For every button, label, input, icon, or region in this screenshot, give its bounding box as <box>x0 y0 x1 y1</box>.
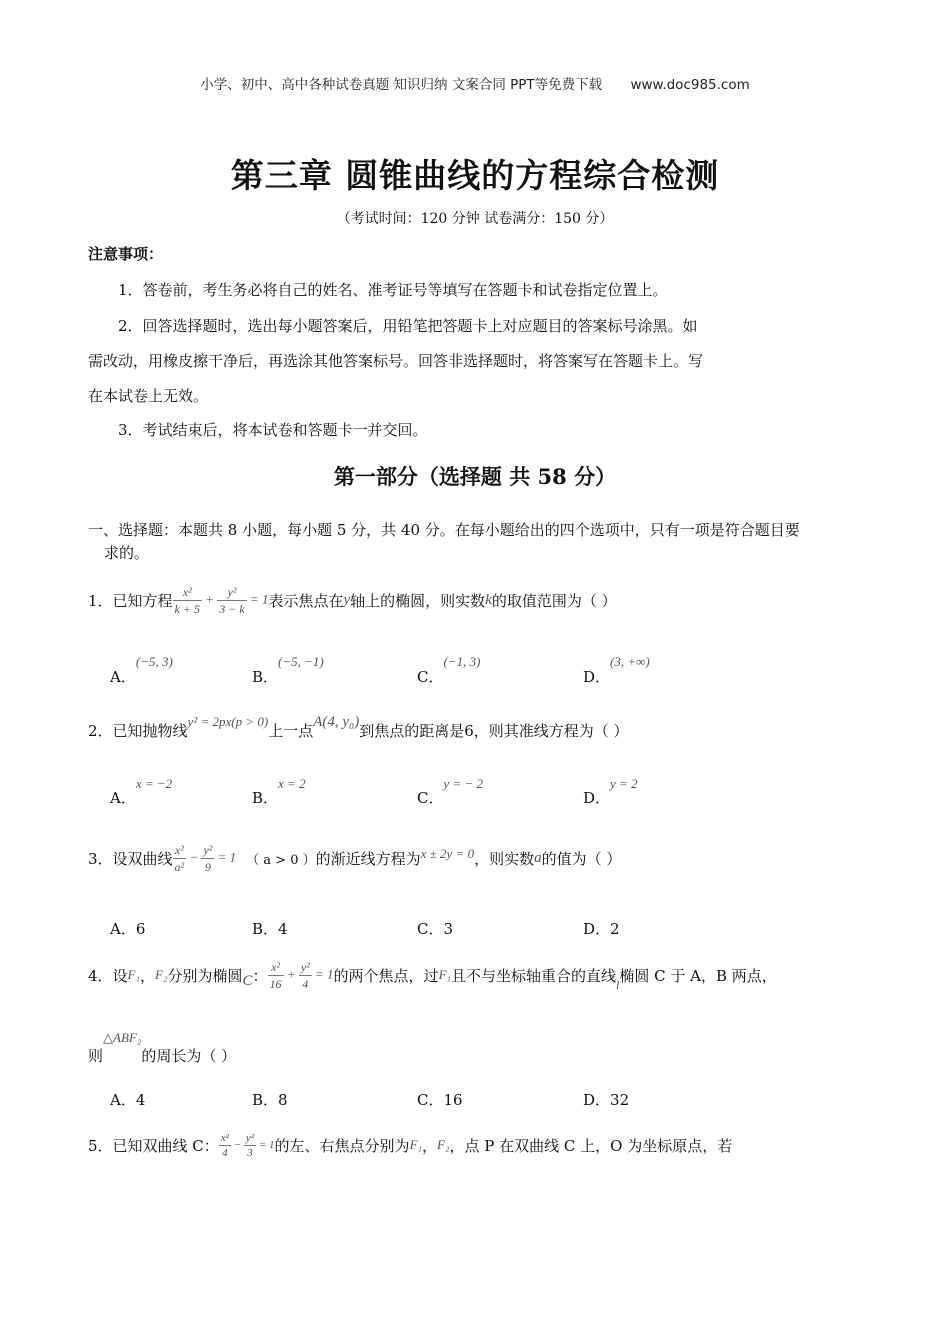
q5-post: ，点 P 在双曲线 C 上，O 为坐标原点，若 <box>449 1136 733 1155</box>
q1-option-b[interactable]: B．(−5, −1) <box>252 654 324 686</box>
q1-mid: 表示焦点在 <box>268 591 344 610</box>
q2-point-a: A(4, y₀) <box>313 713 360 730</box>
q4-f1: F₁ <box>127 967 141 982</box>
q2-post: 到焦点的距离是6，则其准线方程为（ ） <box>359 721 629 740</box>
q4-mid3: 且不与坐标轴重合的直线 <box>451 966 617 985</box>
header-url[interactable]: www.doc985.com <box>630 77 750 93</box>
question-5 <box>88 1124 732 1166</box>
q5-hyperbola: $\frac{\text{x²}}{4}$ − $\frac{\text{y²}}{3}$ = 1 <box>220 1131 275 1159</box>
q4-c: C <box>242 972 253 989</box>
q4-sep: ， <box>140 966 156 985</box>
part-1-title: 第一部分（选择题 共 58 分） <box>333 464 617 489</box>
q5-sep: ， <box>422 1136 438 1155</box>
q4-mid: 分别为椭圆 <box>167 966 243 985</box>
q3-prefix: 3．设双曲线 <box>88 849 173 868</box>
q3-hyperbola: $\frac{\text{x²}}{\text{a²}}$ − $\frac{\text{y²}}{9}$ = 1 <box>174 842 237 874</box>
q3-mid2: ，则实数 <box>474 849 535 868</box>
q4-option-d[interactable]: D．32 <box>583 1091 630 1109</box>
notes-item-2-line-2: 需改动，用橡皮擦干净后，再选涂其他答案标号。回答非选择题时，将答案写在答题卡上。写 <box>88 352 704 370</box>
q5-f1: F₁ <box>409 1137 423 1152</box>
q4-option-a[interactable]: A．4 <box>110 1091 146 1109</box>
q4-option-c[interactable]: C．16 <box>417 1091 463 1109</box>
question-2 <box>88 712 629 748</box>
q4-option-b[interactable]: B．8 <box>252 1091 288 1109</box>
q3-post: 的值为（ ） <box>541 849 622 868</box>
q1-mid2: 轴上的椭圆，则实数 <box>350 591 486 610</box>
q1-option-d[interactable]: D．(3, +∞) <box>583 654 650 686</box>
notes-heading: 注意事项： <box>88 245 164 263</box>
page-title: 第三章 圆锥曲线的方程综合检测 <box>230 156 720 195</box>
q2-option-b[interactable]: B．x = 2 <box>252 776 306 807</box>
question-3 <box>88 832 621 884</box>
page-subtitle: （考试时间：120 分钟 试卷满分：150 分） <box>336 211 614 227</box>
q4-ellipse: $\frac{\text{x²}}{16}$ + $\frac{\text{y²}}{4}$ = 1 <box>269 959 334 991</box>
q4-f2: F₂ <box>155 967 168 982</box>
q5-mid: 的左、右焦点分别为 <box>274 1136 410 1155</box>
q1-prefix: 1．已知方程 <box>88 591 173 610</box>
q4-line2-post: 的周长为（ ） <box>141 1047 237 1065</box>
q3-option-b[interactable]: B．4 <box>252 920 288 938</box>
q2-option-d[interactable]: D．y = 2 <box>583 776 638 807</box>
q3-option-c[interactable]: C．3 <box>417 920 454 938</box>
header-text: 小学、初中、高中各种试卷真题 知识归纳 文案合同 PPT等免费下载 <box>200 77 603 93</box>
q1-var-k: k <box>485 591 492 608</box>
question-1 <box>88 576 617 624</box>
q2-option-c[interactable]: C．y = − 2 <box>417 776 484 807</box>
notes-item-2-line-3: 在本试卷上无效。 <box>88 387 209 405</box>
q3-option-a[interactable]: A．6 <box>110 920 146 938</box>
q3-condition: （ a > 0 ） <box>246 852 316 868</box>
notes-item-1: 1．答卷前，考生务必将自己的姓名、准考证号等填写在答题卡和试卷指定位置上。 <box>118 281 668 299</box>
q3-var-a: a <box>534 849 542 866</box>
q4-line2-prefix: 则 <box>88 1047 104 1065</box>
q1-equation: $\frac{\text{x²}}{k + 5}$ + $\frac{\text{y²}}{3 - k}$ = 1 <box>174 584 269 616</box>
q4-line-l: l <box>616 977 620 992</box>
q1-var-y: y <box>343 591 351 608</box>
q2-parabola: y² = 2px(p > 0) <box>187 714 269 729</box>
question-4 <box>88 952 777 998</box>
q1-option-c[interactable]: C．(−1, 3) <box>417 654 481 686</box>
q5-prefix: 5．已知双曲线 C： <box>88 1136 219 1155</box>
q3-asymptote: x ± 2y = 0 <box>420 846 475 861</box>
page-header <box>0 73 950 93</box>
q2-mid: 上一点 <box>268 721 314 740</box>
q4-prefix: 4．设 <box>88 966 128 985</box>
q4-triangle: △ABF₂ <box>103 1030 142 1045</box>
q5-f2: F₂ <box>437 1137 450 1152</box>
notes-item-2-line-1: 2．回答选择题时，选出每小题答案后，用铅笔把答题卡上对应题目的答案标号涂黑。如 <box>118 317 698 335</box>
q4-mid2: 的两个焦点，过 <box>333 966 439 985</box>
q4-colon: ： <box>252 966 268 985</box>
notes-item-3: 3．考试结束后，将本试卷和答题卡一并交回。 <box>118 421 428 439</box>
question-4-line-2 <box>88 1026 236 1066</box>
q1-post: 的取值范围为（ ） <box>491 591 617 610</box>
q4-post: 椭圆 C 于 A，B 两点， <box>619 966 777 985</box>
q1-option-a[interactable]: A．(−5, 3) <box>110 654 173 686</box>
section-1-line-2: 求的。 <box>104 544 150 562</box>
q2-prefix: 2．已知抛物线 <box>88 721 188 740</box>
q3-option-d[interactable]: D．2 <box>583 920 620 938</box>
q2-option-a[interactable]: A．x = −2 <box>110 776 173 807</box>
q3-mid: 的渐近线方程为 <box>315 849 421 868</box>
q4-f1b: F₁ <box>438 967 452 982</box>
section-1-line-1: 一、选择题：本题共 8 小题，每小题 5 分，共 40 分。在每小题给出的四个选项中，只有一项是符合题目要 <box>88 521 800 539</box>
